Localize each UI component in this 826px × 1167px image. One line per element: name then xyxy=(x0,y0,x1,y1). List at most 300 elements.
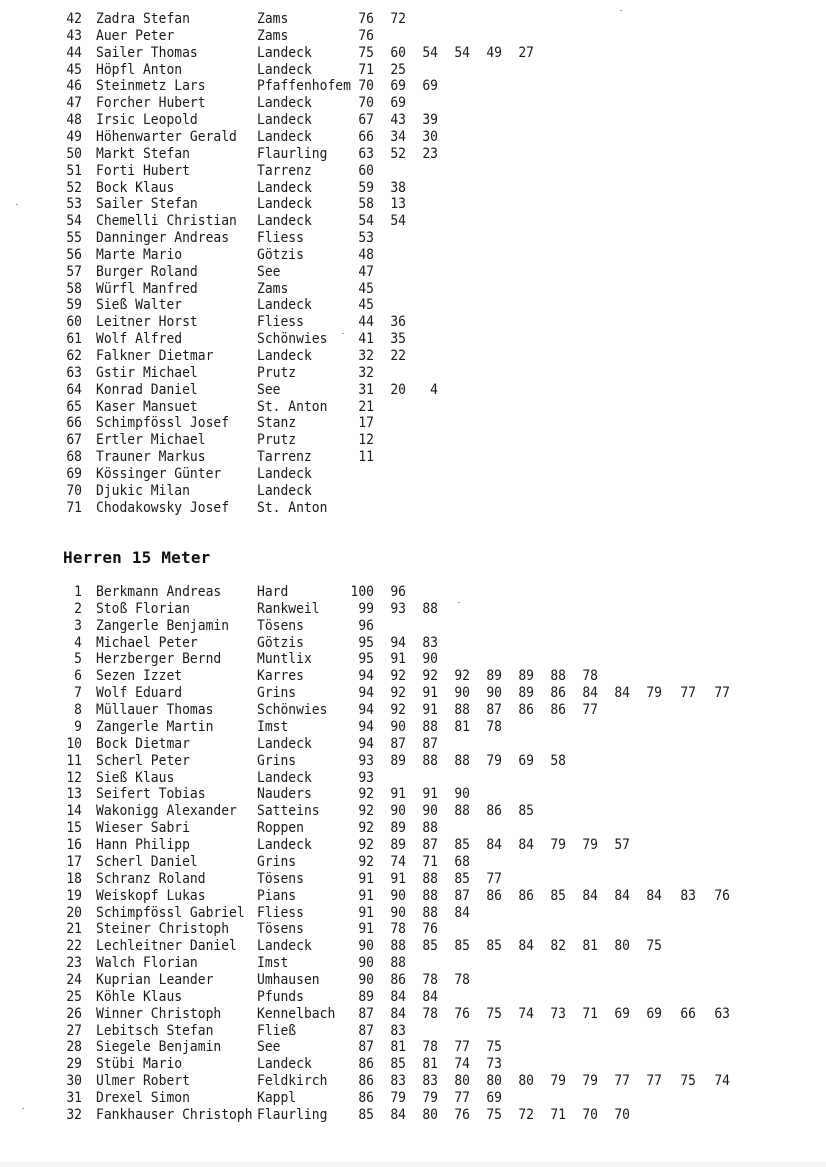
club-cell: Tarrenz xyxy=(257,163,312,180)
table-row xyxy=(0,584,826,602)
score-cell: 84 xyxy=(390,989,406,1006)
name-cell: Djukic Milan xyxy=(96,483,190,500)
score-cell: 88 xyxy=(454,803,470,820)
score-cell: 79 xyxy=(550,1073,566,1090)
club-cell: Zams xyxy=(257,281,289,297)
score-cell: 91 xyxy=(422,786,438,803)
score-cell: 77 xyxy=(714,685,730,702)
score-cell: 77 xyxy=(486,871,502,888)
score-cell: 75 xyxy=(358,45,374,62)
score-cell: 73 xyxy=(486,1056,502,1073)
table-row xyxy=(0,500,826,518)
name-cell: Scherl Daniel xyxy=(96,854,198,871)
club-cell: Umhausen xyxy=(257,972,320,989)
club-cell: Schönwies xyxy=(257,331,328,348)
score-cell: 93 xyxy=(358,770,374,786)
score-cell: 88 xyxy=(454,702,470,719)
score-cell: 25 xyxy=(390,62,406,78)
score-cell: 71 xyxy=(582,1006,598,1023)
score-cell: 11 xyxy=(358,449,374,466)
name-cell: Wieser Sabri xyxy=(96,820,190,837)
table-row xyxy=(0,652,826,670)
name-cell: Markt Stefan xyxy=(96,146,190,163)
club-cell: Rankweil xyxy=(257,601,320,618)
scan-speck xyxy=(342,333,344,334)
table-row xyxy=(0,214,826,232)
name-cell: Burger Roland xyxy=(96,264,198,281)
table-row xyxy=(0,1006,826,1024)
score-cell: 91 xyxy=(422,702,438,719)
club-cell: Fliess xyxy=(257,314,304,331)
table-row xyxy=(0,264,826,282)
score-cell: 84 xyxy=(582,685,598,702)
score-cell: 78 xyxy=(486,719,502,736)
table-row xyxy=(0,1107,826,1125)
table-row xyxy=(0,1074,826,1092)
name-cell: Winner Christoph xyxy=(96,1006,222,1023)
table-row xyxy=(0,1057,826,1075)
rank-cell: 65 xyxy=(66,399,82,415)
score-cell: 86 xyxy=(550,702,566,719)
club-cell: Prutz xyxy=(257,365,297,382)
scan-speck xyxy=(620,10,622,11)
table-row xyxy=(0,618,826,636)
rank-cell: 6 xyxy=(74,668,82,685)
score-cell: 86 xyxy=(518,888,534,905)
name-cell: Zangerle Martin xyxy=(96,719,214,736)
score-cell: 91 xyxy=(390,651,406,668)
table-row xyxy=(0,197,826,215)
score-cell: 69 xyxy=(614,1006,630,1023)
club-cell: Hard xyxy=(257,584,289,601)
score-cell: 94 xyxy=(390,635,406,652)
table-row xyxy=(0,1023,826,1041)
table-row xyxy=(0,382,826,400)
table-row xyxy=(0,180,826,198)
score-cell: 78 xyxy=(582,668,598,685)
score-cell: 86 xyxy=(390,972,406,989)
score-cell: 84 xyxy=(454,905,470,921)
score-cell: 91 xyxy=(358,905,374,921)
name-cell: Lechleitner Daniel xyxy=(96,938,237,955)
name-cell: Sieß Klaus xyxy=(96,770,175,786)
score-cell: 74 xyxy=(390,854,406,871)
name-cell: Sezen Izzet xyxy=(96,668,183,685)
club-cell: Landeck xyxy=(257,1056,312,1073)
club-cell: Landeck xyxy=(257,129,312,146)
name-cell: Berkmann Andreas xyxy=(96,584,222,601)
scan-speck xyxy=(16,204,18,205)
rank-cell: 24 xyxy=(66,972,82,989)
score-cell: 88 xyxy=(422,888,438,905)
score-cell: 48 xyxy=(358,247,374,264)
score-cell: 80 xyxy=(518,1073,534,1090)
score-cell: 12 xyxy=(358,432,374,449)
club-cell: Nauders xyxy=(257,786,312,803)
name-cell: Bock Klaus xyxy=(96,179,175,196)
club-cell: Tösens xyxy=(257,921,304,938)
score-cell: 69 xyxy=(390,95,406,112)
table-row xyxy=(0,719,826,737)
table-row xyxy=(0,770,826,788)
club-cell: Landeck xyxy=(257,179,312,196)
score-cell: 45 xyxy=(358,297,374,314)
name-cell: Sailer Thomas xyxy=(96,45,198,62)
score-cell: 87 xyxy=(390,736,406,753)
score-cell: 83 xyxy=(422,635,438,652)
club-cell: Landeck xyxy=(257,483,312,500)
table-row xyxy=(0,466,826,484)
score-cell: 91 xyxy=(422,685,438,702)
table-row xyxy=(0,332,826,350)
score-cell: 85 xyxy=(550,888,566,905)
score-cell: 78 xyxy=(422,1039,438,1056)
table-row xyxy=(0,96,826,114)
rank-cell: 47 xyxy=(66,95,82,112)
club-cell: Kappl xyxy=(257,1090,297,1107)
score-cell: 70 xyxy=(358,78,374,95)
score-cell: 85 xyxy=(422,938,438,955)
rank-cell: 22 xyxy=(66,938,82,955)
score-cell: 84 xyxy=(422,989,438,1006)
rank-cell: 25 xyxy=(66,989,82,1006)
name-cell: Steiner Christoph xyxy=(96,921,230,938)
club-cell: Satteins xyxy=(257,803,320,820)
club-cell: Tösens xyxy=(257,871,304,888)
name-cell: Sieß Walter xyxy=(96,297,183,314)
score-cell: 89 xyxy=(390,753,406,770)
club-cell: Fließ xyxy=(257,1023,297,1040)
score-cell: 71 xyxy=(358,62,374,78)
club-cell: Flaurling xyxy=(257,1107,328,1124)
score-cell: 92 xyxy=(454,668,470,685)
score-cell: 77 xyxy=(646,1073,662,1090)
score-cell: 90 xyxy=(390,905,406,921)
club-cell: Grins xyxy=(257,685,297,702)
table-row xyxy=(0,315,826,333)
name-cell: Drexel Simon xyxy=(96,1090,190,1107)
score-cell: 75 xyxy=(646,938,662,955)
score-cell: 92 xyxy=(390,702,406,719)
table-row xyxy=(0,450,826,468)
club-cell: Landeck xyxy=(257,45,312,62)
score-cell: 17 xyxy=(358,415,374,432)
score-cell: 94 xyxy=(358,736,374,753)
rank-cell: 1 xyxy=(74,584,82,601)
name-cell: Steinmetz Lars xyxy=(96,78,206,95)
score-cell: 52 xyxy=(390,146,406,163)
score-cell: 96 xyxy=(358,618,374,635)
score-cell: 30 xyxy=(422,129,438,146)
score-cell: 68 xyxy=(454,854,470,871)
score-cell: 88 xyxy=(550,668,566,685)
score-cell: 76 xyxy=(358,11,374,28)
score-cell: 57 xyxy=(614,837,630,854)
rank-cell: 43 xyxy=(66,28,82,45)
score-cell: 77 xyxy=(582,702,598,719)
score-cell: 85 xyxy=(486,938,502,955)
score-cell: 87 xyxy=(358,1039,374,1056)
rank-cell: 49 xyxy=(66,129,82,146)
score-cell: 47 xyxy=(358,264,374,281)
table-row xyxy=(0,79,826,97)
score-cell: 90 xyxy=(422,651,438,668)
score-cell: 63 xyxy=(714,1006,730,1023)
table-row xyxy=(0,888,826,906)
score-cell: 85 xyxy=(390,1056,406,1073)
rank-cell: 4 xyxy=(74,635,82,652)
score-cell: 85 xyxy=(358,1107,374,1124)
name-cell: Schimpfössl Gabriel xyxy=(96,905,245,921)
score-cell: 92 xyxy=(390,668,406,685)
table-row xyxy=(0,28,826,46)
table-row xyxy=(0,1091,826,1109)
club-cell: See xyxy=(257,1039,281,1056)
score-cell: 88 xyxy=(422,905,438,921)
score-cell: 89 xyxy=(518,685,534,702)
score-cell: 69 xyxy=(518,753,534,770)
table-row xyxy=(0,854,826,872)
rank-cell: 15 xyxy=(66,820,82,837)
rank-cell: 8 xyxy=(74,702,82,719)
name-cell: Ulmer Robert xyxy=(96,1073,190,1090)
score-cell: 84 xyxy=(614,685,630,702)
score-cell: 87 xyxy=(422,736,438,753)
table-row xyxy=(0,736,826,754)
rank-cell: 21 xyxy=(66,921,82,938)
score-cell: 90 xyxy=(486,685,502,702)
score-cell: 92 xyxy=(358,786,374,803)
score-cell: 85 xyxy=(518,803,534,820)
score-cell: 67 xyxy=(358,112,374,129)
score-cell: 91 xyxy=(390,871,406,888)
name-cell: Weiskopf Lukas xyxy=(96,888,206,905)
table-row xyxy=(0,956,826,974)
rank-cell: 12 xyxy=(66,770,82,786)
rank-cell: 28 xyxy=(66,1039,82,1056)
club-cell: Fliess xyxy=(257,230,304,247)
score-cell: 39 xyxy=(422,112,438,129)
rank-cell: 9 xyxy=(74,719,82,736)
rank-cell: 60 xyxy=(66,314,82,331)
rank-cell: 59 xyxy=(66,297,82,314)
club-cell: Grins xyxy=(257,854,297,871)
table-row xyxy=(0,45,826,63)
name-cell: Herzberger Bernd xyxy=(96,651,222,668)
rank-cell: 11 xyxy=(66,753,82,770)
score-cell: 22 xyxy=(390,348,406,365)
rank-cell: 17 xyxy=(66,854,82,871)
club-cell: Landeck xyxy=(257,95,312,112)
club-cell: Landeck xyxy=(257,770,312,786)
score-cell: 44 xyxy=(358,314,374,331)
score-cell: 88 xyxy=(390,955,406,972)
club-cell: Muntlix xyxy=(257,651,312,668)
score-cell: 53 xyxy=(358,230,374,247)
table-row xyxy=(0,922,826,940)
score-cell: 95 xyxy=(358,635,374,652)
club-cell: Stanz xyxy=(257,415,297,432)
club-cell: Landeck xyxy=(257,112,312,129)
score-cell: 81 xyxy=(582,938,598,955)
score-cell: 76 xyxy=(454,1006,470,1023)
rank-cell: 69 xyxy=(66,466,82,483)
score-cell: 72 xyxy=(518,1107,534,1124)
score-cell: 84 xyxy=(390,1006,406,1023)
score-cell: 87 xyxy=(358,1023,374,1040)
score-cell: 90 xyxy=(390,803,406,820)
score-cell: 86 xyxy=(358,1056,374,1073)
name-cell: Auer Peter xyxy=(96,28,175,45)
score-cell: 49 xyxy=(486,45,502,62)
score-cell: 92 xyxy=(358,837,374,854)
score-cell: 100 xyxy=(350,584,374,601)
score-cell: 89 xyxy=(358,989,374,1006)
score-cell: 54 xyxy=(358,213,374,230)
rank-cell: 52 xyxy=(66,179,82,196)
table-row xyxy=(0,483,826,501)
rank-cell: 3 xyxy=(74,618,82,635)
name-cell: Stoß Florian xyxy=(96,601,190,618)
rank-cell: 27 xyxy=(66,1023,82,1040)
score-cell: 87 xyxy=(422,837,438,854)
table-row xyxy=(0,163,826,181)
score-cell: 89 xyxy=(390,820,406,837)
score-cell: 60 xyxy=(358,163,374,180)
score-cell: 32 xyxy=(358,365,374,382)
name-cell: Schimpfössl Josef xyxy=(96,415,230,432)
score-cell: 79 xyxy=(486,753,502,770)
score-cell: 99 xyxy=(358,601,374,618)
score-cell: 84 xyxy=(518,837,534,854)
score-cell: 87 xyxy=(358,1006,374,1023)
rank-cell: 7 xyxy=(74,685,82,702)
score-cell: 87 xyxy=(454,888,470,905)
rank-cell: 64 xyxy=(66,382,82,399)
score-cell: 66 xyxy=(358,129,374,146)
name-cell: Zangerle Benjamin xyxy=(96,618,230,635)
name-cell: Bock Dietmar xyxy=(96,736,190,753)
score-cell: 94 xyxy=(358,668,374,685)
table-row xyxy=(0,753,826,771)
table-row xyxy=(0,669,826,687)
table-row xyxy=(0,62,826,80)
score-cell: 36 xyxy=(390,314,406,331)
club-cell: Feldkirch xyxy=(257,1073,328,1090)
score-cell: 74 xyxy=(518,1006,534,1023)
table-row xyxy=(0,686,826,704)
table-row xyxy=(0,635,826,653)
score-cell: 88 xyxy=(454,753,470,770)
club-cell: Götzis xyxy=(257,635,304,652)
score-cell: 54 xyxy=(422,45,438,62)
score-cell: 69 xyxy=(390,78,406,95)
score-cell: 78 xyxy=(422,972,438,989)
rank-cell: 56 xyxy=(66,247,82,264)
score-cell: 71 xyxy=(550,1107,566,1124)
score-cell: 20 xyxy=(390,382,406,399)
name-cell: Falkner Dietmar xyxy=(96,348,214,365)
score-cell: 59 xyxy=(358,179,374,196)
score-cell: 73 xyxy=(550,1006,566,1023)
name-cell: Höhenwarter Gerald xyxy=(96,129,237,146)
rank-cell: 14 xyxy=(66,803,82,820)
score-cell: 85 xyxy=(454,837,470,854)
club-cell: Pians xyxy=(257,888,297,905)
name-cell: Michael Peter xyxy=(96,635,198,652)
club-cell: Tarrenz xyxy=(257,449,312,466)
score-cell: 70 xyxy=(358,95,374,112)
score-cell: 60 xyxy=(390,45,406,62)
name-cell: Ertler Michael xyxy=(96,432,206,449)
name-cell: Walch Florian xyxy=(96,955,198,972)
name-cell: Siegele Benjamin xyxy=(96,1039,222,1056)
table-row xyxy=(0,231,826,249)
table-row xyxy=(0,838,826,856)
club-cell: Landeck xyxy=(257,62,312,78)
score-cell: 58 xyxy=(358,196,374,213)
table-row xyxy=(0,787,826,805)
score-cell: 69 xyxy=(486,1090,502,1107)
name-cell: Schranz Roland xyxy=(96,871,206,888)
score-cell: 80 xyxy=(454,1073,470,1090)
club-cell: St. Anton xyxy=(257,399,328,415)
score-cell: 75 xyxy=(486,1006,502,1023)
club-cell: Zams xyxy=(257,11,289,28)
score-cell: 80 xyxy=(486,1073,502,1090)
score-cell: 77 xyxy=(454,1090,470,1107)
rank-cell: 48 xyxy=(66,112,82,129)
rank-cell: 54 xyxy=(66,213,82,230)
club-cell: Imst xyxy=(257,719,289,736)
score-cell: 86 xyxy=(518,702,534,719)
score-cell: 88 xyxy=(422,753,438,770)
score-cell: 83 xyxy=(422,1073,438,1090)
rank-cell: 42 xyxy=(66,11,82,28)
rank-cell: 30 xyxy=(66,1073,82,1090)
score-cell: 23 xyxy=(422,146,438,163)
score-cell: 80 xyxy=(422,1107,438,1124)
score-cell: 78 xyxy=(390,921,406,938)
score-cell: 88 xyxy=(422,820,438,837)
score-cell: 87 xyxy=(486,702,502,719)
score-cell: 84 xyxy=(614,888,630,905)
score-cell: 81 xyxy=(390,1039,406,1056)
name-cell: Würfl Manfred xyxy=(96,281,198,297)
name-cell: Forcher Hubert xyxy=(96,95,206,112)
rank-cell: 10 xyxy=(66,736,82,753)
table-row xyxy=(0,348,826,366)
table-row xyxy=(0,989,826,1007)
score-cell: 27 xyxy=(518,45,534,62)
name-cell: Kössinger Günter xyxy=(96,466,222,483)
rank-cell: 23 xyxy=(66,955,82,972)
table-row xyxy=(0,113,826,131)
rank-cell: 29 xyxy=(66,1056,82,1073)
name-cell: Müllauer Thomas xyxy=(96,702,214,719)
score-cell: 89 xyxy=(486,668,502,685)
score-cell: 45 xyxy=(358,281,374,297)
club-cell: Landeck xyxy=(257,213,312,230)
rank-cell: 67 xyxy=(66,432,82,449)
score-cell: 54 xyxy=(390,213,406,230)
score-cell: 77 xyxy=(614,1073,630,1090)
table-row xyxy=(0,433,826,451)
score-cell: 84 xyxy=(646,888,662,905)
scan-margin-bottom xyxy=(0,1162,826,1167)
club-cell: See xyxy=(257,264,281,281)
score-cell: 90 xyxy=(358,955,374,972)
